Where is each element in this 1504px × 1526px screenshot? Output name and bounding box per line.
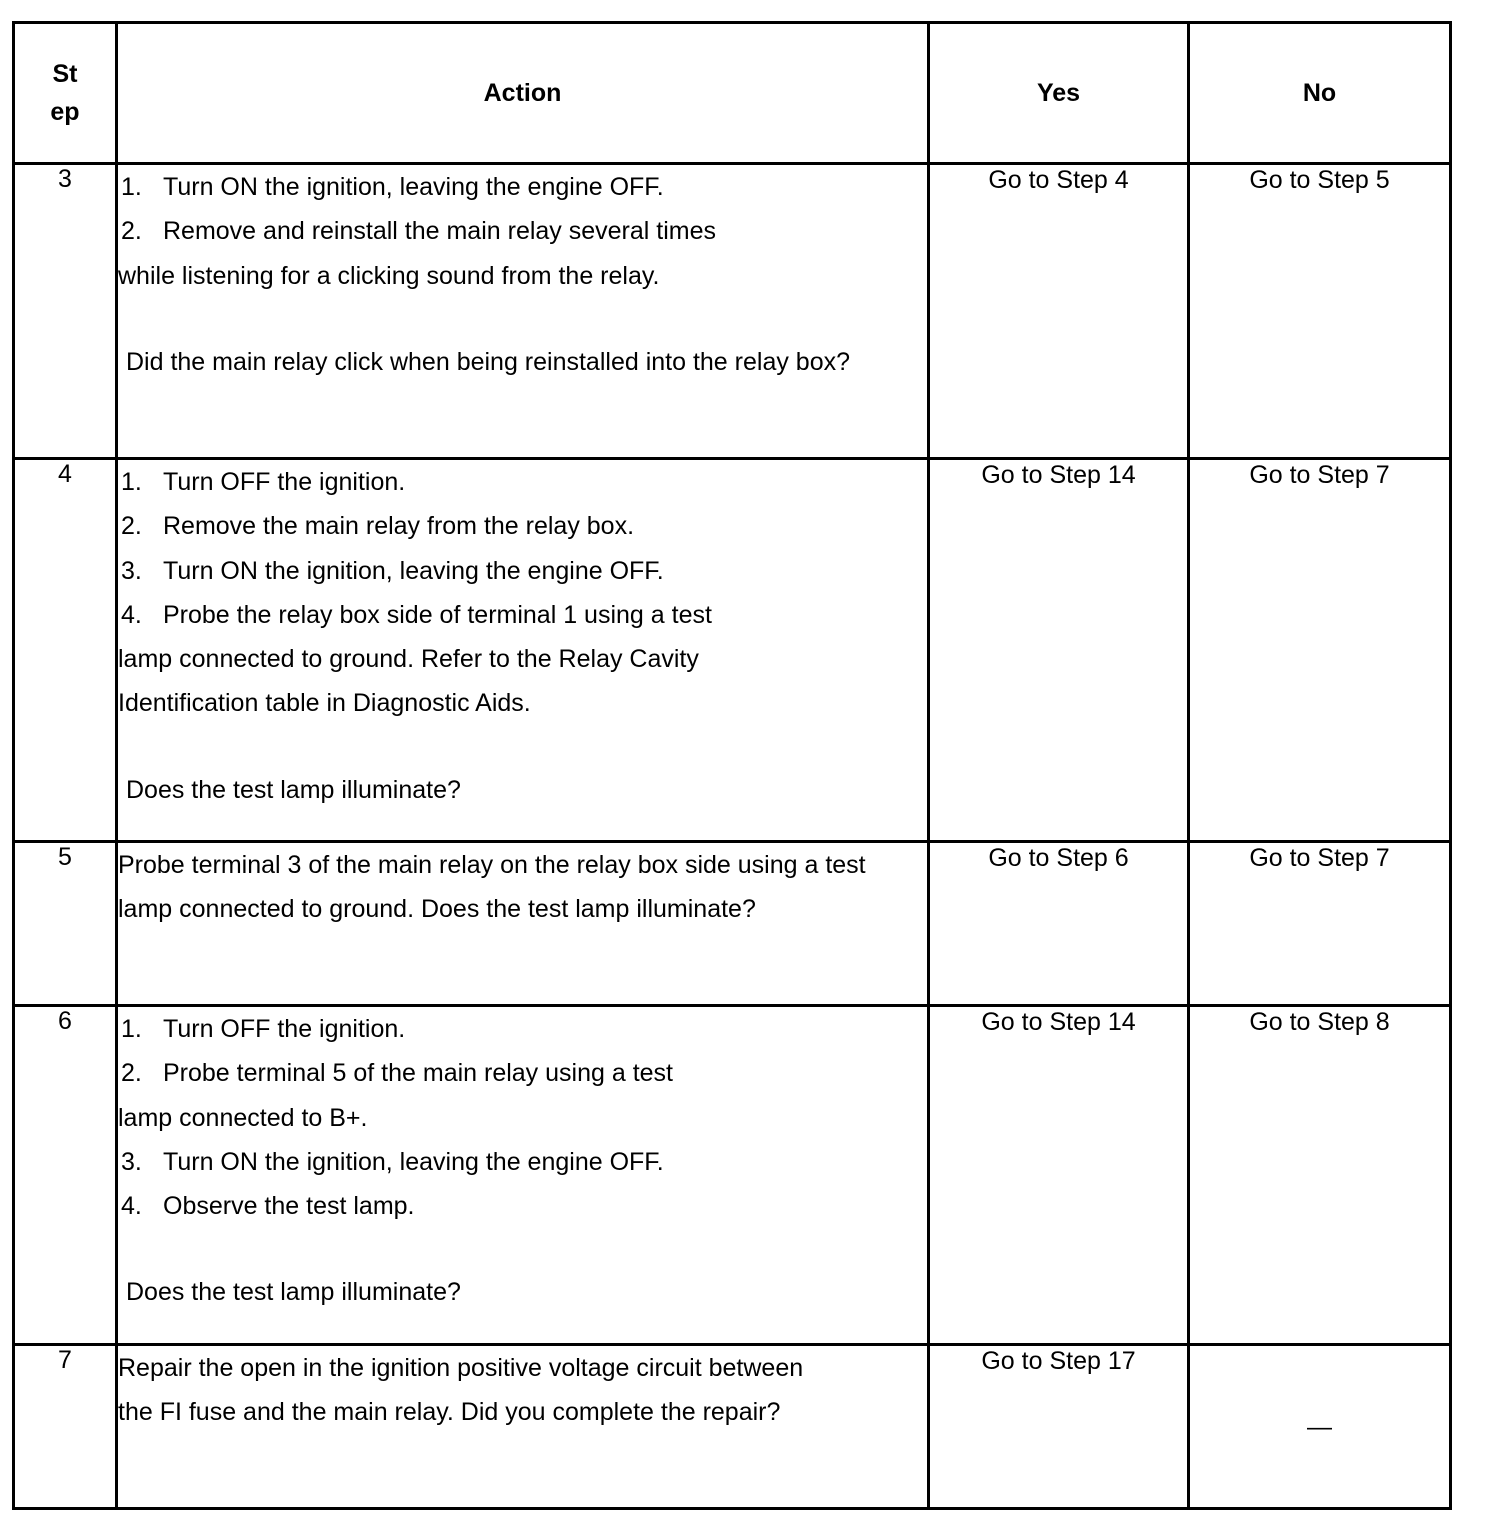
step-number: 7 bbox=[14, 1345, 117, 1509]
no-result: — bbox=[1189, 1345, 1451, 1509]
action-item: 2. Remove and reinstall the main relay several times bbox=[121, 217, 717, 246]
action-item: 2. Probe terminal 5 of the main relay using a test bbox=[121, 1059, 673, 1088]
header-action: Action bbox=[117, 23, 929, 164]
action-item: 4. Probe the relay box side of terminal 1 using a test bbox=[121, 600, 712, 629]
action-question: Does the test lamp illuminate? bbox=[126, 775, 461, 804]
step-number: 6 bbox=[14, 1006, 117, 1345]
step-number: 3 bbox=[14, 164, 117, 459]
step-number: 5 bbox=[14, 842, 117, 1006]
no-result: Go to Step 8 bbox=[1189, 1006, 1451, 1345]
action-item: 3. Turn ON the ignition, leaving the engine OFF. bbox=[121, 556, 664, 585]
action-item-continued: while listening for a clicking sound from the relay. bbox=[118, 261, 660, 290]
yes-result: Go to Step 14 bbox=[929, 459, 1189, 842]
action-item-continued: lamp connected to B+. bbox=[118, 1103, 368, 1132]
table-row bbox=[14, 164, 1451, 459]
table-row bbox=[14, 842, 1451, 1006]
yes-result: Go to Step 4 bbox=[929, 164, 1189, 459]
action-item: 1. Turn ON the ignition, leaving the engine OFF. bbox=[121, 173, 664, 201]
table-row bbox=[14, 1006, 1451, 1345]
action-cell bbox=[117, 459, 929, 842]
action-text: Repair the open in the ignition positive voltage circuit between the FI fuse and the main relay. Did you complete the repair? bbox=[118, 1354, 804, 1427]
action-item: 1. Turn OFF the ignition. bbox=[121, 1015, 406, 1043]
table-row bbox=[14, 459, 1451, 842]
action-cell bbox=[117, 164, 929, 459]
action-item: 3. Turn ON the ignition, leaving the engine OFF. bbox=[121, 1147, 664, 1176]
action-item: 4. Observe the test lamp. bbox=[121, 1192, 415, 1221]
action-question: Did the main relay click when being reinstalled into the relay box? bbox=[126, 347, 850, 376]
diagnostic-table bbox=[12, 21, 1452, 1510]
no-result: Go to Step 7 bbox=[1189, 842, 1451, 1006]
action-item: 1. Turn OFF the ignition. bbox=[121, 468, 406, 496]
header-no: No bbox=[1189, 23, 1451, 164]
no-result: Go to Step 7 bbox=[1189, 459, 1451, 842]
action-cell bbox=[117, 1345, 929, 1509]
action-item-continued: lamp connected to ground. Refer to the Relay Cavity bbox=[118, 645, 699, 674]
yes-result: Go to Step 14 bbox=[929, 1006, 1189, 1345]
action-item-continued: Identification table in Diagnostic Aids. bbox=[118, 689, 531, 718]
action-cell bbox=[117, 1006, 929, 1345]
action-cell bbox=[117, 842, 929, 1006]
action-text: Probe terminal 3 of the main relay on the relay box side using a test lamp connected to ground. Does the test lamp illuminate? bbox=[118, 851, 866, 924]
step-number: 4 bbox=[14, 459, 117, 842]
yes-result: Go to Step 6 bbox=[929, 842, 1189, 1006]
action-item: 2. Remove the main relay from the relay box. bbox=[121, 512, 635, 541]
table-row bbox=[14, 1345, 1451, 1509]
header-yes: Yes bbox=[929, 23, 1189, 164]
no-result: Go to Step 5 bbox=[1189, 164, 1451, 459]
header-step: St ep bbox=[14, 23, 117, 164]
yes-result: Go to Step 17 bbox=[929, 1345, 1189, 1509]
header-row bbox=[14, 23, 1451, 164]
action-question: Does the test lamp illuminate? bbox=[126, 1278, 461, 1307]
